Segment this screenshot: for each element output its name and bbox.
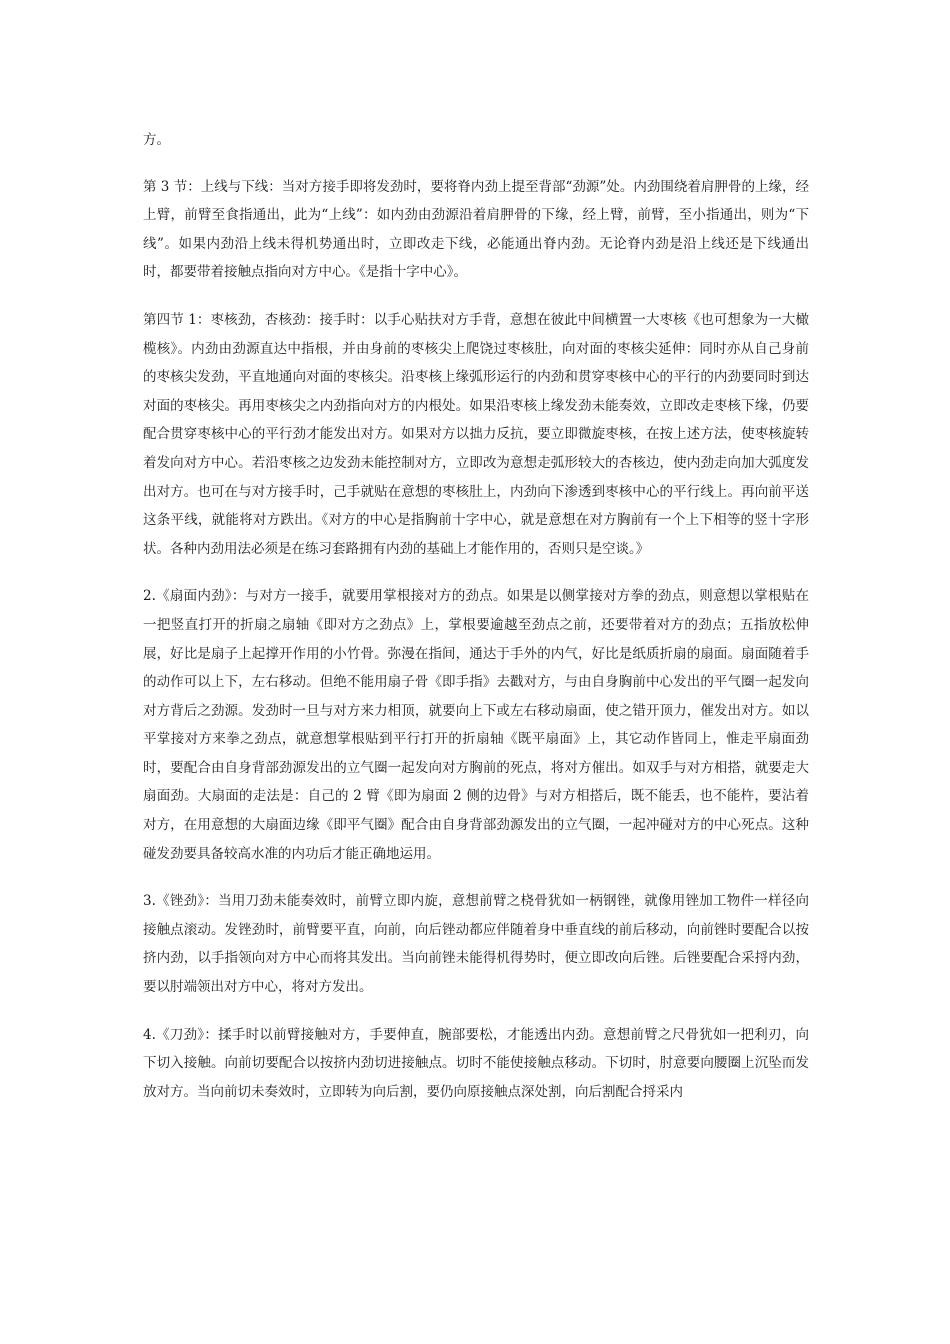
- paragraph-section-4-jujube: 第四节 1：枣核劲，杏核劲：接手时：以手心贴扶对方手背，意想在彼此中间横置一大枣核《也可想象为一大橄榄核》。内劲由劲源直达中指根，并由身前的枣核尖上爬饶过枣核肚，向对面的枣核尖延伸：同时亦从自己身前的枣核尖发劲，平直地通向对面的枣核尖。沿枣核上缘弧形运行的内劲和贯穿枣核中心的平行的内劲要同时到达对面的枣核尖。再用枣核尖之内劲指向对方的内根处。如果沿枣核上缘发劲未能奏效，立即改走枣核下缘，仍要配合贯穿枣核中心的平行劲才能发出对方。如果对方以拙力反抗，要立即微旋枣核，在按上述方法，使枣核旋转着发向对方中心。若沿枣核之边发劲未能控制对方，立即改为意想走弧形较大的杏核边，使内劲走向加大弧度发出对方。也可在与对方接手时，己手就贴在意想的枣核肚上，内劲向下渗透到枣核中心的平行线上。再向前平送这条平线，就能将对方跌出。《对方的中心是指胸前十字中心，就是意想在对方胸前有一个上下相等的竖十字形状。各种内劲用法必须是在练习套路拥有内劲的基础上才能作用的，否则只是空谈。》: [143, 311, 809, 557]
- paragraph-knife-force: 4.《刀劲》：揉手时以前臂接触对方，手要伸直，腕部要松，才能透出内劲。意想前臂之尺骨犹如一把利刃，向下切入接触。向前切要配合以按挤内劲切进接触点。切时不能使接触点移动。下切时，肘意要向腰圈上沉坠而发放对方。当向前切未奏效时，立即转为向后割，要仍向原接触点深处割，向后割配合捋采内: [143, 1026, 809, 1100]
- paragraph-fan-force: 2.《扇面内劲》：与对方一接手，就要用掌根接对方的劲点。如果是以侧掌接对方拳的劲点，则意想以掌根贴在一把竖直打开的折扇之扇轴《即对方之劲点》上，掌根要逾越至劲点之前，还要带着对方的劲点；五指放松伸展，好比是扇子上起撑开作用的小竹骨。弥漫在指间，通达于手外的内气，好比是纸质折扇的扇面。扇面随着手的动作可以上下，左右移动。但绝不能用扇子骨《即手指》去戳对方，与由自身胸前中心发出的平气圈一起发向对方背后之劲源。发劲时一旦与对方来力相顶，就要向上下或左右移动扇面，使之错开顶力，催发出对方。如以平掌接对方来拳之劲点，就意想掌根贴到平行打开的折扇轴《既平扇面》上，其它动作皆同上，惟走平扇面劲时，要配合由自身背部劲源发出的立气圈一起发向对方胸前的死点，将对方催出。如双手与对方相搭，就要走大扇面劲。大扇面的走法是：自己的 2 臂《即为扇面 2 侧的边骨》与对方相搭后，既不能丢，也不能杵，要沾着对方，在用意想的大扇面边缘《即平气圈》配合由自身背部劲源发出的立气圈，一起冲碰对方的中心死点。这种碰发劲要具备较高水准的内功后才能正确地运用。: [143, 588, 809, 862]
- paragraph-section-3: 第 3 节：上线与下线：当对方接手即将发劲时，要将脊内劲上提至背部“劲源”处。内劲围绕着肩胛骨的上缘，经上臂，前臂至食指通出，此为“上线”：如内劲由劲源沿着肩胛骨的下缘，经上臂，前臂，至小指通出，则为“下线”。如果内劲沿上线未得机势通出时，立即改走下线，必能通出脊内劲。无论脊内劲是沿上线还是下线通出时，都要带着接触点指向对方中心。《是指十字中心》。: [143, 178, 809, 281]
- document-body: [143, 126, 809, 1125]
- paragraph-continuation: 方。: [143, 132, 170, 148]
- paragraph-file-force: 3.《锉劲》：当用刀劲未能奏效时，前臂立即内旋，意想前臂之桡骨犹如一柄钢锉，就像用锉加工物件一样径向接触点滚动。发锉劲时，前臂要平直，向前，向后锉动都应伴随着身中垂直线的前后移动，向前锉时要配合以按挤内劲，以手指领向对方中心而将其发出。当向前锉未能得机得势时，便立即改向后锉。后锉要配合采捋内劲，要以肘端领出对方中心，将对方发出。: [143, 893, 809, 996]
